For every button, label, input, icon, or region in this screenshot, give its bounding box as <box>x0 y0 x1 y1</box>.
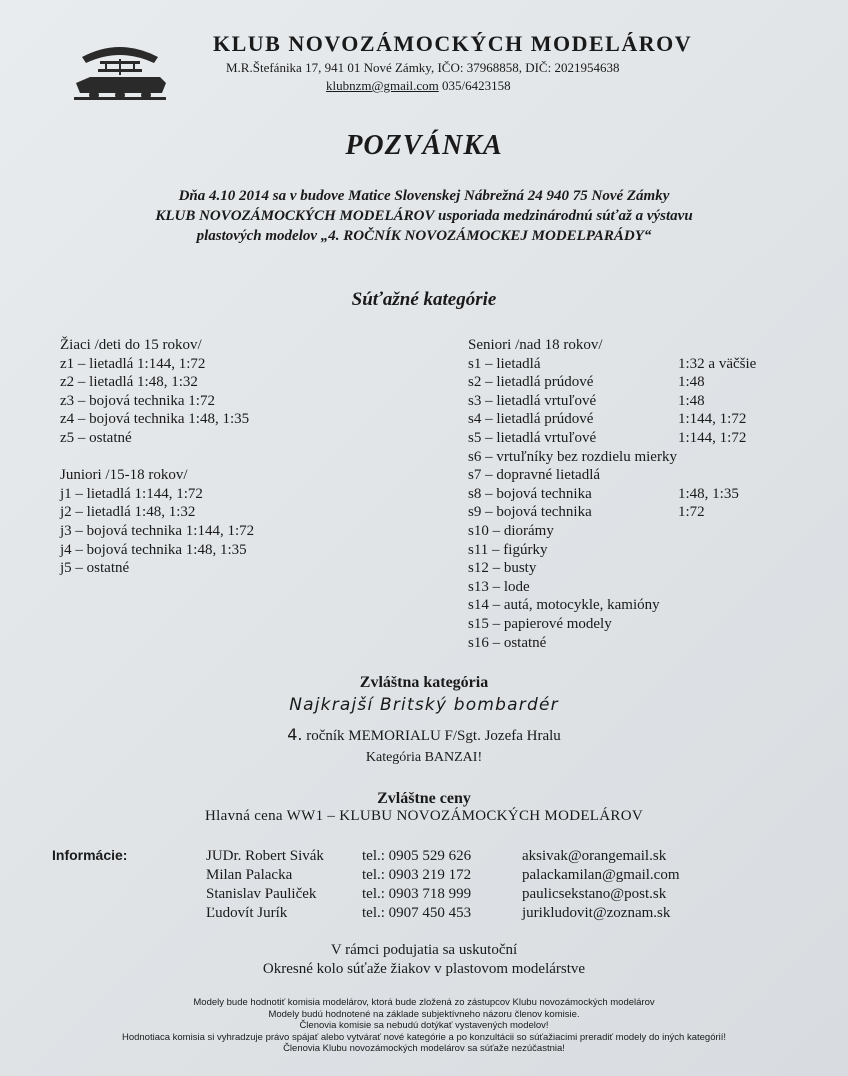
category-item <box>468 559 818 578</box>
footnote-line: Členovia Klubu novozámockých modelárov sa súťaže nezúčastnia! <box>283 1043 565 1055</box>
category-item: z5 – ostatné <box>60 429 132 446</box>
category-item <box>468 503 818 522</box>
banzai-category: Kategória BANZAI! <box>365 750 483 765</box>
category-scale: 1:48, 1:35 <box>678 485 739 502</box>
intro-paragraph <box>0 186 848 246</box>
category-scale: 1:32 a väčšie <box>678 355 757 372</box>
footnote-line: Hodnotiaca komisia si vyhradzuje právo spájať alebo vytvárať nové kategórie a po konzultácii so súťažiacimi preradiť modely do iných kategórií! <box>121 1031 727 1043</box>
category-label: s10 – diorámy <box>468 522 554 539</box>
category-item: j5 – ostatné <box>60 560 130 577</box>
category-item: z2 – lietadlá 1:48, 1:32 <box>60 374 198 391</box>
category-item <box>468 634 818 653</box>
contact-phone: tel.: 0905 529 626 <box>362 848 472 864</box>
group-heading: Žiaci /deti do 15 rokov/ <box>60 337 202 353</box>
memorial-number: 4. <box>287 725 303 744</box>
intro-line: Dňa 4.10 2014 sa v budove Matice Slovenskej Nábrežná 24 940 75 Nové Zámky <box>178 188 670 204</box>
contact-name: Milan Palacka <box>206 867 293 883</box>
category-scale: 1:144, 1:72 <box>678 429 747 446</box>
club-logo <box>70 35 170 105</box>
category-label: s8 – bojová technika <box>468 485 592 502</box>
contact-phone: tel.: 0903 718 999 <box>362 886 472 902</box>
category-label: s9 – bojová technika <box>468 504 592 521</box>
club-email[interactable]: klubnzm@gmail.com <box>326 78 439 93</box>
contact-phone: tel.: 0907 450 453 <box>362 905 472 921</box>
category-item <box>468 429 818 448</box>
main-prize: Hlavná cena WW1 – KLUBU NOVOZÁMOCKÝCH MODELÁROV <box>205 808 643 824</box>
category-item <box>468 410 818 429</box>
contacts-list <box>206 847 806 923</box>
club-name: KLUB NOVOZÁMOCKÝCH MODELÁROV <box>213 31 693 56</box>
memorial-text: ročník MEMORIALU F/Sgt. Jozefa Hralu <box>302 728 561 744</box>
category-item <box>468 466 818 485</box>
contact-email[interactable]: paulicsekstano@post.sk <box>522 886 667 902</box>
category-item: z3 – bojová technika 1:72 <box>60 392 215 409</box>
category-item <box>468 522 818 541</box>
contact-row <box>206 847 806 866</box>
contact-row <box>206 904 806 923</box>
category-label: s6 – vrtuľníky bez rozdielu mierky <box>468 448 677 465</box>
categories-heading: Súťažné kategórie <box>351 289 497 310</box>
contact-email[interactable]: aksivak@orangemail.sk <box>522 848 667 864</box>
footnote-line: Modely budú hodnotené na základe subjektívneho názoru členov komisie. <box>268 1008 580 1020</box>
junior-categories-column <box>60 336 440 578</box>
category-label: s1 – lietadlá <box>468 355 541 372</box>
group-heading: Seniori /nad 18 rokov/ <box>468 337 603 353</box>
category-label: s14 – autá, motocykle, kamióny <box>468 597 660 614</box>
club-contact <box>326 78 511 94</box>
contact-phone: tel.: 0903 219 172 <box>362 867 472 883</box>
category-item <box>468 615 818 634</box>
category-label: s3 – lietadlá vrtuľové <box>468 392 597 409</box>
category-item <box>468 485 818 504</box>
page-title: POZVÁNKA <box>345 130 503 161</box>
category-label: s4 – lietadlá prúdové <box>468 411 594 428</box>
category-label: s2 – lietadlá prúdové <box>468 374 594 391</box>
category-item <box>468 373 818 392</box>
special-category-name: Najkrajší Britský bombardér <box>289 695 559 715</box>
category-scale: 1:144, 1:72 <box>678 411 747 428</box>
footnote-line: Modely bude hodnotiť komisia modelárov, ktorá bude zložená zo zástupcov Klubu novozámockých modelárov <box>193 997 655 1008</box>
category-item: j2 – lietadlá 1:48, 1:32 <box>60 504 196 521</box>
senior-categories-column <box>468 336 818 652</box>
contact-name: JUDr. Robert Sivák <box>206 848 324 864</box>
special-prizes-heading: Zvláštne ceny <box>377 790 471 807</box>
category-item: j3 – bojová technika 1:144, 1:72 <box>60 522 255 539</box>
within-line: V rámci podujatia sa uskutoční <box>330 942 518 958</box>
category-label: s11 – figúrky <box>468 541 548 558</box>
contact-email[interactable]: jurikludovit@zoznam.sk <box>522 905 671 921</box>
memorial-line <box>0 725 848 745</box>
contact-email[interactable]: palackamilan@gmail.com <box>522 867 680 883</box>
club-phone: 035/6423158 <box>441 78 511 93</box>
special-category-heading: Zvláštna kategória <box>359 674 489 691</box>
category-scale: 1:48 <box>678 392 705 409</box>
category-scale: 1:48 <box>678 374 705 391</box>
category-item: z1 – lietadlá 1:144, 1:72 <box>60 355 206 372</box>
contact-row <box>206 866 806 885</box>
category-item: z4 – bojová technika 1:48, 1:35 <box>60 411 250 428</box>
category-label: s5 – lietadlá vrtuľové <box>468 429 597 446</box>
category-item <box>468 448 818 467</box>
footnote-line: Členovia komisie sa nebudú dotýkať vystavených modelov! <box>299 1020 549 1032</box>
category-label: s12 – busty <box>468 560 537 577</box>
category-item <box>468 392 818 411</box>
intro-line: KLUB NOVOZÁMOCKÝCH MODELÁROV usporiada medzinárodnú súťaž a výstavu <box>155 208 693 224</box>
footnotes <box>0 997 848 1055</box>
category-item <box>468 355 818 374</box>
contact-row <box>206 885 806 904</box>
category-item <box>468 578 818 597</box>
club-address: M.R.Štefánika 17, 941 01 Nové Zámky, IČO: 37968858, DIČ: 2021954638 <box>226 60 620 75</box>
category-item: j1 – lietadlá 1:144, 1:72 <box>60 485 203 502</box>
group-heading: Juniori /15-18 rokov/ <box>60 467 188 484</box>
category-item <box>468 541 818 560</box>
category-item: j4 – bojová technika 1:48, 1:35 <box>60 541 247 558</box>
category-scale: 1:72 <box>678 504 705 521</box>
category-label: s13 – lode <box>468 578 530 595</box>
contact-name: Ľudovít Jurík <box>206 905 288 921</box>
within-event-note <box>0 941 848 979</box>
within-line: Okresné kolo súťaže žiakov v plastovom modelárstve <box>262 961 586 977</box>
category-item <box>468 596 818 615</box>
category-label: s16 – ostatné <box>468 634 547 651</box>
intro-line: plastových modelov „4. ROČNÍK NOVOZÁMOCKEJ MODELPARÁDY“ <box>196 228 652 244</box>
category-label: s7 – dopravné lietadlá <box>468 467 601 484</box>
contact-name: Stanislav Pauliček <box>206 886 317 902</box>
info-label: Informácie: <box>52 847 128 863</box>
category-label: s15 – papierové modely <box>468 615 612 632</box>
